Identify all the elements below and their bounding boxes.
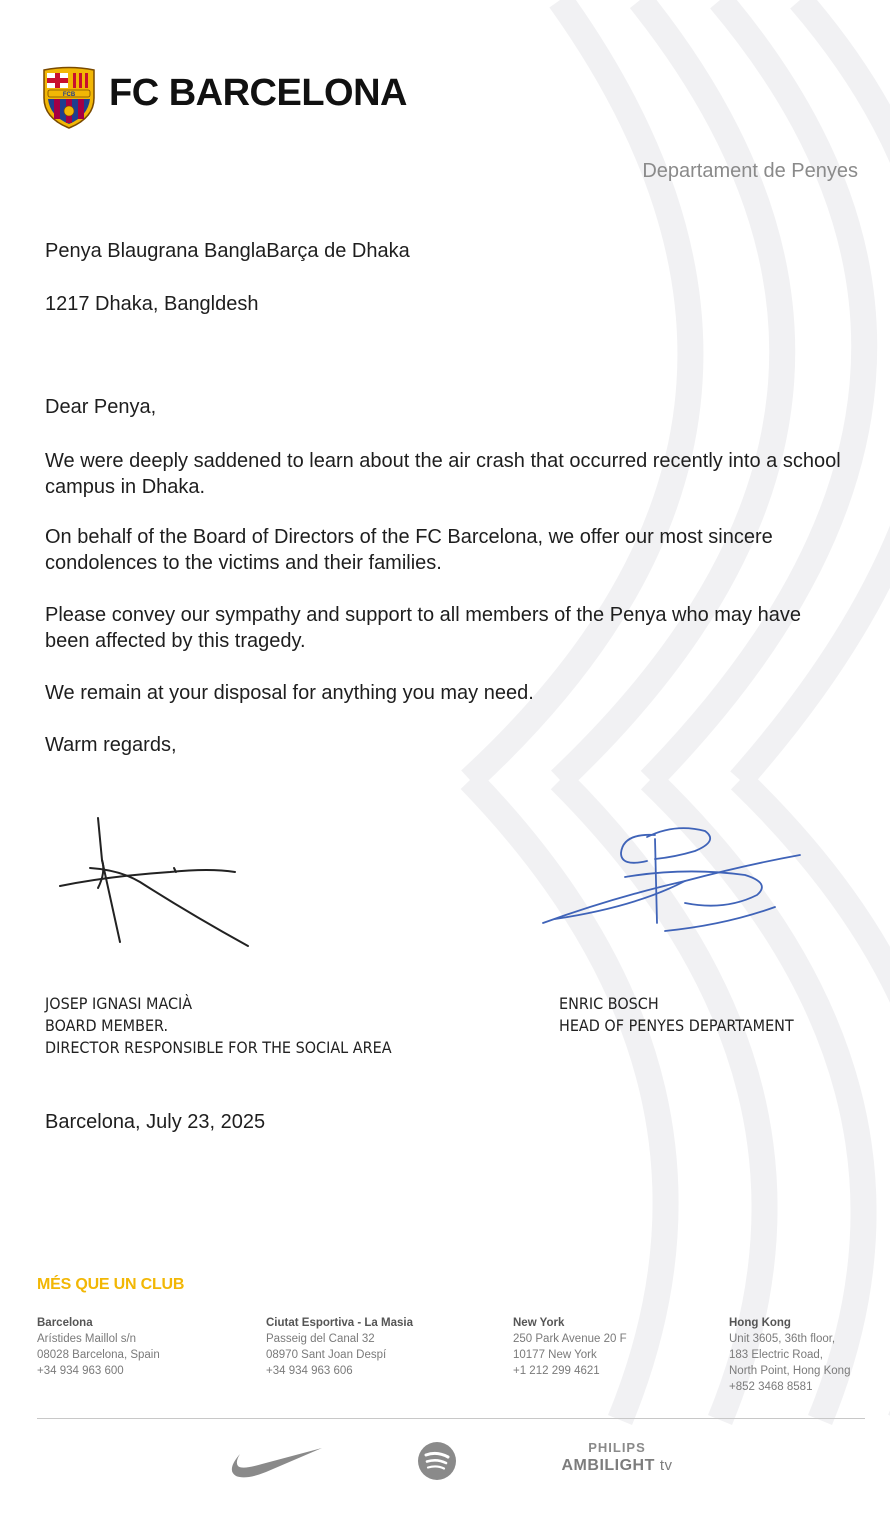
recipient-address: 1217 Dhaka, Bangldesh: [45, 293, 259, 315]
letter-paragraph: We were deeply saddened to learn about the air crash that occurred recently into a school campus in Dhaka.: [45, 450, 841, 498]
signatory-name: ENRIC BOSCH: [559, 994, 659, 1013]
place-and-date: Barcelona, July 23, 2025: [45, 1111, 266, 1133]
nike-swoosh-icon: [226, 1440, 324, 1482]
recipient-name: Penya Blaugrana BanglaBarça de Dhaka: [45, 240, 410, 262]
letter-paragraph: On behalf of the Board of Directors of the FC Barcelona, we offer our most sincere condolences to the victims and their families.: [45, 526, 773, 574]
office-line: +34 934 963 606: [266, 1365, 353, 1377]
philips-product: AMBILIGHT: [561, 1457, 655, 1474]
office-line: 08028 Barcelona, Spain: [37, 1349, 160, 1361]
office-new-york: [513, 1315, 627, 1379]
salutation: Dear Penya,: [45, 396, 157, 418]
office-line: +852 3468 8581: [729, 1381, 813, 1393]
letter-paragraph: Please convey our sympathy and support to all members of the Penya who may have been affected by this tragedy.: [45, 604, 801, 652]
department-name: Departament de Penyes: [642, 160, 858, 182]
signatory-block-bosch: [559, 993, 794, 1037]
spotify-icon: [417, 1441, 457, 1481]
signatory-block-macia: [45, 993, 392, 1059]
office-line: North Point, Hong Kong: [729, 1365, 851, 1377]
signatory-title: HEAD OF PENYES DEPARTAMENT: [559, 1016, 794, 1035]
office-line: 08970 Sant Joan Despí: [266, 1349, 387, 1361]
office-title: Ciutat Esportiva - La Masia: [266, 1317, 413, 1329]
office-line: 183 Electric Road,: [729, 1349, 823, 1361]
office-title: Barcelona: [37, 1317, 93, 1329]
philips-product-line: [552, 1457, 682, 1475]
office-line: 10177 New York: [513, 1349, 597, 1361]
footer-divider: [37, 1418, 865, 1419]
office-line: Passeig del Canal 32: [266, 1333, 375, 1345]
fc-barcelona-crest-icon: [38, 64, 100, 130]
philips-ambilight-logo: [552, 1440, 682, 1475]
club-name-wordmark: FC BARCELONA: [109, 72, 407, 114]
signatory-title: BOARD MEMBER.: [45, 1016, 169, 1035]
office-line: 250 Park Avenue 20 F: [513, 1333, 627, 1345]
signature-enric-bosch: [535, 815, 810, 940]
club-motto: MÉS QUE UN CLUB: [37, 1276, 185, 1293]
office-line: +1 212 299 4621: [513, 1365, 600, 1377]
office-line: Unit 3605, 36th floor,: [729, 1333, 836, 1345]
signatory-title: DIRECTOR RESPONSIBLE FOR THE SOCIAL AREA: [45, 1038, 392, 1057]
office-barcelona: [37, 1315, 160, 1379]
svg-text:FCB: FCB: [62, 92, 76, 98]
office-title: New York: [513, 1317, 565, 1329]
signatory-name: JOSEP IGNASI MACIÀ: [45, 994, 193, 1013]
closing: Warm regards,: [45, 734, 177, 756]
philips-brand: PHILIPS: [588, 1440, 646, 1455]
office-line: Arístides Maillol s/n: [37, 1333, 137, 1345]
philips-suffix: tv: [659, 1457, 673, 1474]
office-line: +34 934 963 600: [37, 1365, 124, 1377]
office-title: Hong Kong: [729, 1317, 791, 1329]
letter-paragraph: We remain at your disposal for anything you may need.: [45, 682, 534, 704]
office-la-masia: [266, 1315, 413, 1379]
signature-josep-ignasi-macia: [50, 810, 260, 960]
office-hong-kong: [729, 1315, 850, 1395]
